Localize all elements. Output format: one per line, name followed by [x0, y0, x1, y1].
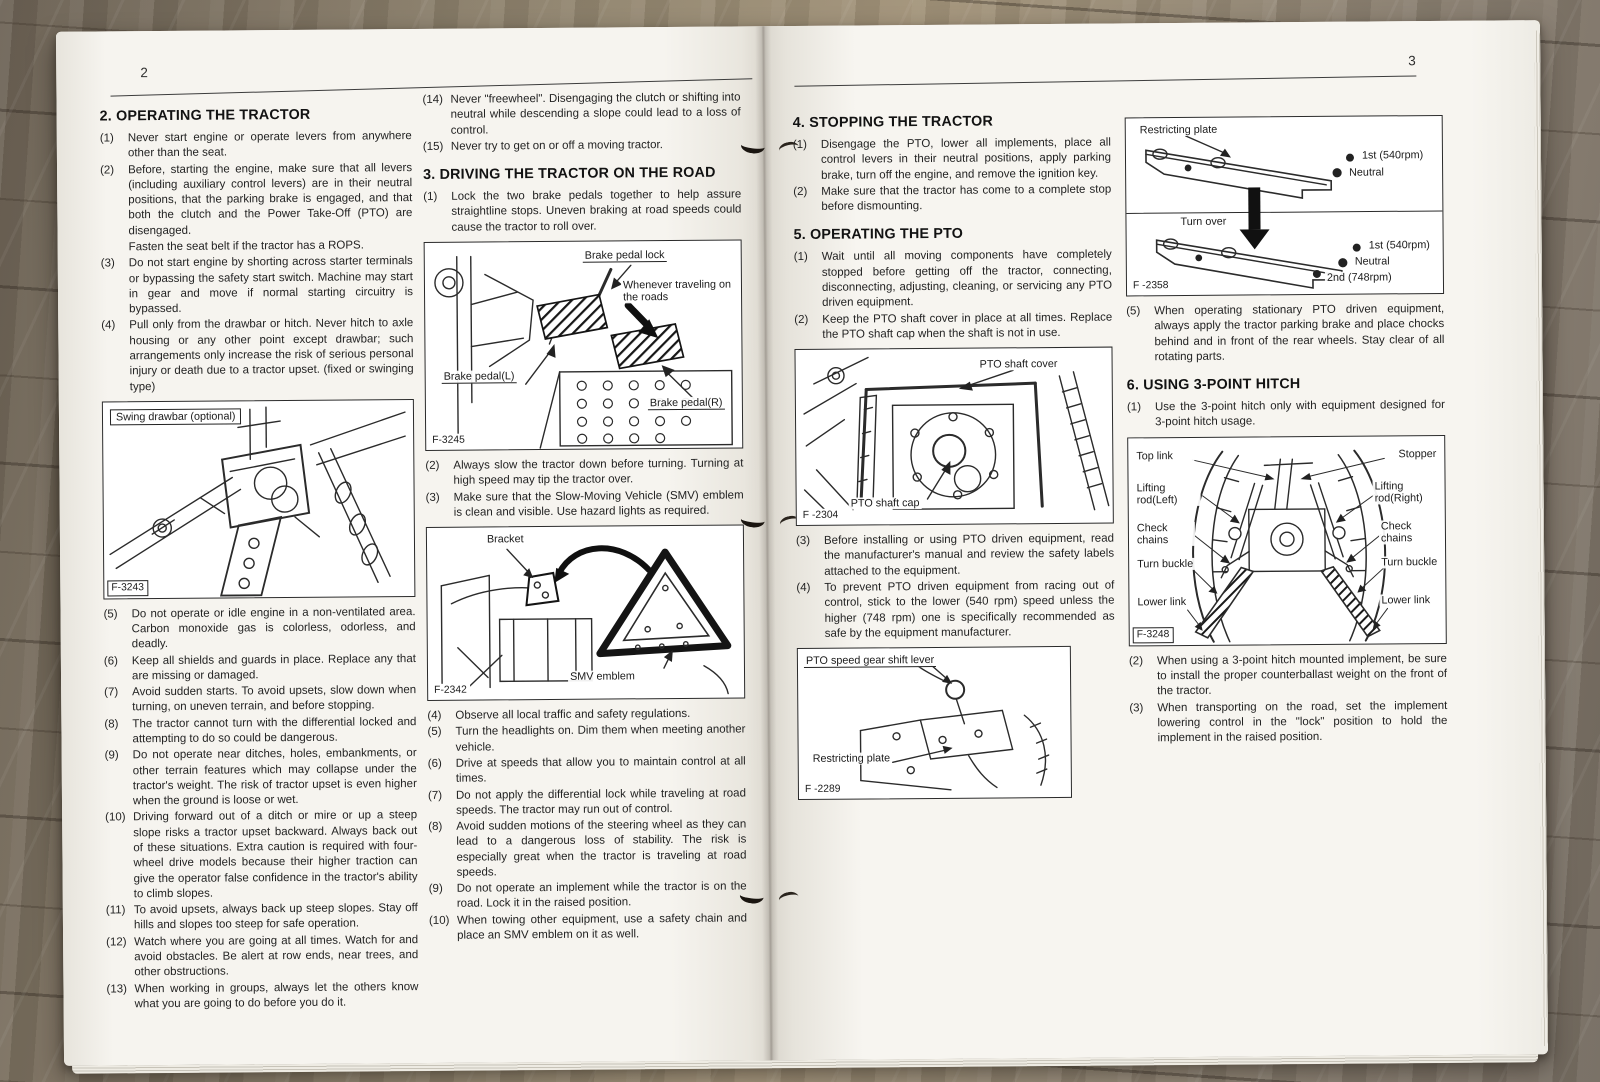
list-item	[104, 715, 416, 748]
list-item	[1126, 302, 1444, 366]
figure-label-1st-540: 1st (540rpm)	[1367, 239, 1432, 252]
figure-pto-gear-shift	[797, 646, 1072, 800]
item-text: The tractor cannot turn with the differential locked and attempting to do so could be dangerous.	[132, 715, 417, 746]
item-text: Before, starting the engine, make sure that all levers (including auxiliary control levers) are in their neutral positions, that the parking brake is engaged, and that both the clutch and the Power Take-Off (PTO) are disengaged.	[128, 161, 413, 237]
item-text: Do not operate an implement while the tractor is on the road. Lock it in the raised position.	[456, 880, 747, 911]
list-item	[796, 532, 1114, 580]
item-number: (1)	[99, 132, 114, 145]
item-number: (6)	[103, 655, 119, 668]
figure-label-pto-speed-lever: PTO speed gear shift lever	[804, 654, 936, 668]
item-text: Never "freewheel". Disengaging the clutch or shifting into neutral while descending a slope could lead to a loss of control.	[450, 91, 741, 137]
numbered-list	[423, 188, 741, 236]
section-heading-3point-hitch: 6. USING 3-POINT HITCH	[1126, 376, 1301, 394]
figure-label-restricting-plate: Restricting plate	[1138, 124, 1220, 137]
item-text: Watch where you are going at all times. Watch for and avoid obstacles. Be alert at row ends, near trees, and other obstructions.	[134, 933, 419, 979]
numbered-list	[427, 707, 747, 945]
item-number: (4)	[796, 581, 811, 594]
figure-label-restricting-plate: Restricting plate	[811, 752, 893, 765]
list-item	[100, 129, 412, 162]
list-item	[106, 980, 418, 1013]
item-text: Drive at speeds that allow you to maintain control at all times.	[455, 755, 746, 785]
item-text: To prevent PTO driven equipment from racing out of control, stick to the lower (540 rpm) speed unless the higher (748 rpm) one is specifically recommended as safe by the equipment manufacturer.	[824, 579, 1115, 640]
figure-label-neutral: Neutral	[1347, 166, 1386, 178]
item-text: When towing other equipment, use a safety chain and place an SMV emblem on it as well.	[456, 912, 747, 942]
list-item	[428, 786, 746, 819]
item-text: Do not start engine by shorting across starter terminals or bypassing the safety start switch. Machine may start in gear and move if normal starting circuitry is bypassed.	[128, 255, 414, 316]
item-number: (10)	[428, 914, 450, 927]
item-text: Make sure that the Slow-Moving Vehicle (SMV) emblem is clean and visible. Use hazard lights as required.	[453, 488, 744, 519]
list-item	[100, 161, 413, 240]
figure-label-turn-buckle-right: Turn buckle	[1381, 555, 1438, 569]
pto-gear-shift-drawing	[798, 647, 1071, 799]
figure-label-top-link: Top link	[1134, 450, 1194, 463]
figure-label-turn-over: Turn over	[1178, 216, 1228, 228]
item-number: (1)	[423, 190, 438, 204]
figure-label-lifting-rod-right: Lifting rod(Right)	[1373, 480, 1439, 505]
item-text: Driving forward out of a ditch or mire or up a steep slope risks a tractor upset backward. Always back out of these situations. Extra caution is required with four-wheel drive models because their higher traction can give the operator false confidence in the tractor's ability to climb slopes.	[133, 809, 418, 901]
list-item	[793, 182, 1111, 215]
figure-number: F -2358	[1130, 279, 1172, 293]
figure-number: F-2342	[431, 684, 470, 698]
item-number: (5)	[1126, 305, 1141, 318]
item-number: (10)	[105, 811, 126, 824]
item-number: (13)	[106, 982, 127, 996]
item-text: Observe all local traffic and safety regulations.	[455, 707, 691, 722]
item-number: (1)	[1126, 401, 1142, 414]
numbered-list	[793, 136, 1112, 216]
item-text: Wait until all moving components have completely stopped before getting off the tractor, connecting, disconnecting, adjusting, cleaning, or servicing any PTO driven equipment.	[821, 248, 1113, 310]
item-number	[101, 240, 129, 256]
item-number: (5)	[427, 726, 442, 739]
figure-number: F-3245	[429, 434, 468, 448]
item-text: Use the 3-point hitch only with equipment designed for 3-point hitch usage.	[1154, 399, 1445, 429]
text-column	[1125, 115, 1448, 748]
pto-shaft-cover-drawing	[795, 348, 1112, 525]
list-item	[104, 652, 416, 685]
item-number: (14)	[422, 93, 444, 106]
figure-brake-pedals	[424, 239, 744, 450]
list-item	[429, 880, 747, 913]
figure-label-pto-shaft-cover: PTO shaft cover	[978, 358, 1060, 371]
list-item	[794, 248, 1112, 312]
figure-label-check-chains-left: Check chains	[1135, 522, 1195, 547]
list-item	[794, 310, 1112, 343]
figure-number: F-3243	[107, 580, 148, 596]
item-number: (1)	[793, 251, 808, 264]
list-item	[423, 137, 741, 155]
figure-label-pto-shaft-cap: PTO shaft cap	[849, 497, 922, 510]
item-text: Keep all shields and guards in place. Replace any that are missing or damaged.	[131, 652, 416, 683]
numbered-list	[796, 532, 1115, 642]
item-number: (2)	[425, 459, 440, 472]
numbered-list	[422, 90, 740, 155]
item-text: Make sure that the tractor has come to a complete stop before dismounting.	[821, 183, 1112, 213]
manual-open-book	[56, 20, 1548, 1066]
numbered-list	[100, 129, 414, 395]
list-item	[105, 808, 418, 902]
figure-label-1st-540: 1st (540rpm)	[1360, 149, 1425, 162]
figure-label-neutral: Neutral	[1353, 255, 1392, 267]
figure-number: F-3248	[1133, 627, 1174, 643]
item-number: (9)	[428, 883, 443, 896]
list-item	[104, 683, 416, 716]
list-item	[428, 754, 746, 787]
list-item	[793, 136, 1111, 184]
list-item	[106, 933, 418, 981]
item-number: (8)	[104, 718, 119, 731]
list-item	[101, 316, 414, 395]
item-text: Disengage the PTO, lower all implements, place all control levers in their neutral positions, apply parking brake, turn off the engine, and remove the ignition key.	[820, 136, 1112, 182]
item-text: When transporting on the road, set the implement lowering control in the "lock" position to hold the implement in the raised position.	[1157, 699, 1448, 745]
numbered-list	[1127, 398, 1445, 431]
figure-number: F -2304	[800, 509, 842, 523]
item-number: (7)	[427, 789, 443, 802]
item-text: Keep the PTO shaft cover in place at all times. Replace the PTO shaft cap when the shaft is not in use.	[822, 311, 1113, 341]
item-text: Before installing or using PTO driven equipment, read the manufacturer's manual and review the safety labels attached to the equipment.	[823, 532, 1115, 578]
swing-drawbar-drawing	[103, 400, 415, 598]
item-text: Never try to get on or off a moving tractor.	[450, 138, 663, 153]
section-heading-driving: 3. DRIVING THE TRACTOR ON THE ROAD	[423, 164, 716, 184]
item-text: Pull only from the drawbar or hitch. Never hitch to axle housing or any other point except drawbar; such arrangements only increase the risk of serious personal injury or death due to a tractor upset. (fixed or swinging type)	[129, 317, 414, 393]
figure-smv-emblem	[426, 525, 745, 701]
item-number: (2)	[793, 185, 808, 198]
list-item	[1129, 652, 1447, 700]
item-text: Avoid sudden starts. To avoid upsets, slow down when turning, on uneven terrain, and before stopping.	[132, 684, 417, 714]
item-number: (2)	[794, 313, 809, 326]
item-text: When operating stationary PTO driven equipment, always apply the tractor parking brake and place chocks behind and in front of the rear wheels. Stay clear of all rotating parts.	[1154, 302, 1445, 364]
text-column	[422, 90, 747, 945]
figure-label-turn-buckle-left: Turn buckle	[1137, 557, 1194, 571]
figure-label-stopper: Stopper	[1396, 448, 1438, 460]
item-text: When using a 3-point hitch mounted implement, be sure to install the proper counterballast weight on the front of the tractor.	[1156, 652, 1448, 698]
item-number: (3)	[100, 257, 115, 270]
item-number: (2)	[1128, 655, 1144, 668]
figure-label-brake-pedal-left: Brake pedal(L)	[442, 370, 517, 384]
item-number: (15)	[422, 140, 444, 153]
brake-pedals-drawing	[425, 240, 743, 449]
item-text: Never start engine or operate levers from anywhere other than the seat.	[127, 130, 412, 160]
list-item	[426, 488, 744, 521]
figure-label-swing-drawbar: Swing drawbar (optional)	[110, 408, 242, 425]
text-column	[100, 105, 419, 1014]
item-text: Always slow the tractor down before turning. Turning at high speed may tip the tractor over.	[453, 457, 744, 487]
item-text: Avoid sudden motions of the steering wheel as they can lead to a dangerous loss of stability. The risk is especially great when the tractor is traveling at road speeds.	[456, 818, 747, 879]
figure-label-lower-link-left: Lower link	[1135, 596, 1195, 609]
numbered-list	[794, 248, 1113, 343]
list-item	[103, 605, 415, 653]
figure-label-check-chains-right: Check chains	[1379, 520, 1439, 545]
item-number: (11)	[105, 904, 126, 917]
figure-label-whenever: Whenever traveling on the roads	[621, 278, 737, 303]
item-number: (6)	[427, 757, 442, 770]
item-text: To avoid upsets, always back up steep slopes. Stay off hills and slopes too steep for safe operation.	[133, 902, 418, 932]
item-number: (4)	[101, 319, 116, 332]
list-item	[422, 90, 740, 138]
list-item	[101, 254, 413, 318]
list-item	[428, 818, 746, 882]
item-number: (5)	[103, 608, 118, 621]
item-number: (9)	[104, 749, 119, 762]
item-text: Do not apply the differential lock while traveling at road speeds. The tractor may run out of control.	[455, 786, 747, 817]
install-arrow-icon	[559, 548, 649, 573]
item-text: Fasten the seat belt if the tractor has a ROPS.	[128, 239, 364, 254]
list-item	[101, 238, 413, 256]
list-item	[1129, 698, 1447, 746]
item-text: Do not operate or idle engine in a non-ventilated area. Carbon monoxide gas is colorless, odorless, and deadly.	[131, 605, 416, 651]
item-text: Lock the two brake pedals together to help assure straightline stops. Uneven braking at road speeds could cause the tractor to roll over.	[451, 188, 742, 234]
figure-three-point-hitch	[1127, 435, 1447, 646]
text-column	[793, 112, 1116, 809]
restricting-plate-drawing	[1126, 116, 1443, 295]
list-item	[427, 707, 745, 725]
numbered-list	[1129, 652, 1448, 747]
figure-label-bracket: Bracket	[485, 533, 526, 545]
figure-label-smv-emblem: SMV emblem	[568, 670, 637, 683]
item-number: (3)	[1129, 701, 1144, 714]
item-number: (2)	[100, 163, 115, 177]
figure-label-lifting-rod-left: Lifting rod(Left)	[1135, 482, 1201, 507]
numbered-list	[1126, 302, 1444, 366]
list-item	[425, 456, 743, 489]
list-item	[429, 911, 747, 944]
item-number: (3)	[795, 535, 811, 548]
item-number: (3)	[425, 491, 440, 504]
figure-swing-drawbar	[102, 399, 416, 599]
item-number: (4)	[427, 709, 442, 723]
item-text: When working in groups, always let the others know what you are going to do before you do it.	[134, 980, 419, 1011]
list-item	[1127, 398, 1445, 431]
section-heading-stopping: 4. STOPPING THE TRACTOR	[792, 113, 994, 132]
figure-label-brake-pedal-lock: Brake pedal lock	[583, 249, 667, 263]
section-heading-operating: 2. OPERATING THE TRACTOR	[99, 106, 311, 125]
item-text: Do not operate near ditches, holes, embankments, or other terrain features which may collapse under the tractor's weight. The risk of tractor upset is even higher when the ground is loose or wet.	[132, 747, 417, 808]
list-item	[423, 188, 741, 236]
list-item	[796, 578, 1114, 642]
figure-label-brake-pedal-right: Brake pedal(R)	[648, 397, 725, 411]
list-item	[105, 746, 417, 810]
page-number-right: 3	[1408, 53, 1416, 69]
figure-pto-shaft-cover	[794, 347, 1113, 526]
page-number-left: 2	[140, 65, 148, 81]
list-item	[427, 723, 745, 756]
list-item	[106, 901, 418, 934]
section-heading-operating-pto: 5. OPERATING THE PTO	[793, 226, 964, 244]
numbered-list	[425, 456, 743, 521]
item-number: (12)	[106, 936, 127, 949]
figure-number: F -2289	[802, 783, 844, 797]
figure-label-lower-link-right: Lower link	[1379, 594, 1439, 607]
item-text: Turn the headlights on. Dim them when meeting another vehicle.	[455, 723, 746, 754]
item-number: (1)	[792, 138, 807, 152]
turn-over-arrow-icon	[1239, 187, 1269, 249]
item-number: (8)	[428, 820, 443, 834]
numbered-list	[103, 605, 418, 1013]
item-number: (7)	[104, 686, 119, 699]
figure-restricting-plate	[1125, 115, 1444, 296]
figure-label-2nd-748: 2nd (748rpm)	[1325, 271, 1394, 284]
